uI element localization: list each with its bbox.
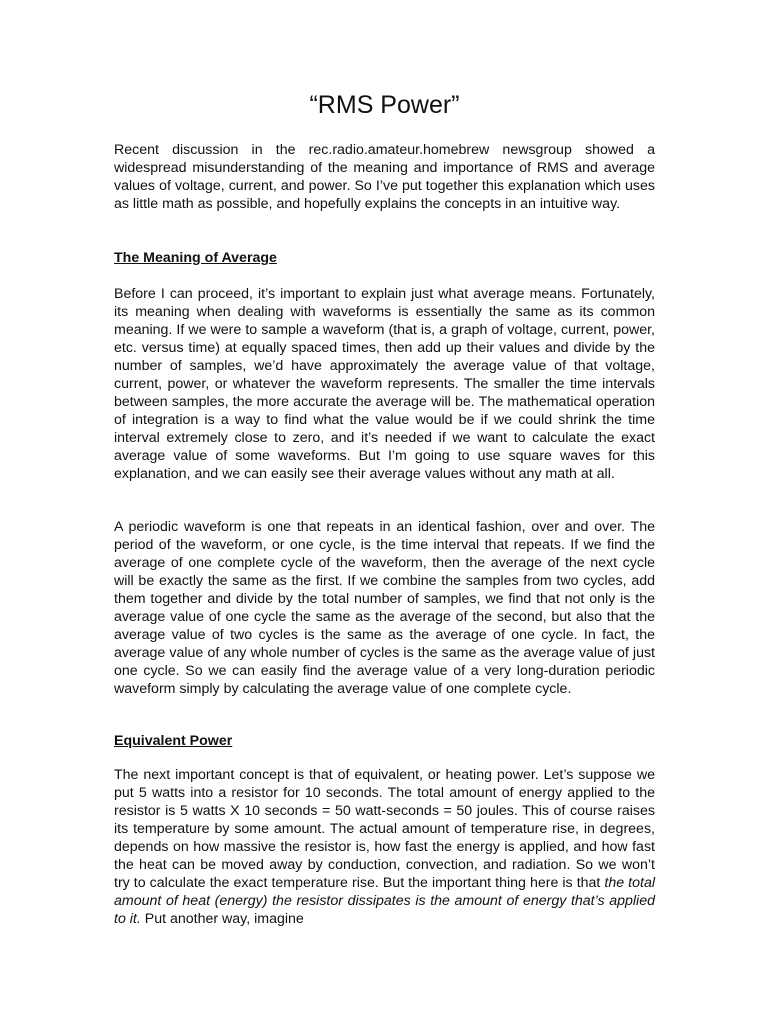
equivalent-power-emphasis: the total amount of heat (energy) the resistor dissipates is the amount of energy that’s applied to it. bbox=[114, 875, 655, 927]
equivalent-power-text-start: The next important concept is that of equivalent, or heating power. Let’s suppose we put 5 watts into a resistor for 10 seconds. The total amount of energy applied to the resistor is 5 watts X 10 seconds = 50 watt-seconds = 50 joules. This of course raises its temperature by some amount. The actual amount of temperature rise, in degrees, depends on how massive the resistor is, how fast the energy is applied, and how fast the heat can be moved away by conduction, convection, and radiation. So we won’t try to calculate the exact temperature rise. But the important thing here is that bbox=[114, 767, 655, 891]
equivalent-power-paragraph bbox=[114, 766, 655, 928]
section-heading-equivalent-power: Equivalent Power bbox=[114, 733, 233, 749]
equivalent-power-text-end: Put another way, imagine bbox=[140, 911, 304, 927]
average-paragraph-1: Before I can proceed, it’s important to explain just what average means. Fortunately, its meaning when dealing with waveforms is essentially the same as its common meaning. If we were to sample a waveform (that is, a graph of voltage, current, power, etc. versus time) at equally spaced times, then add up their values and divide by the number of samples, we’d have approximately the average value of that voltage, current, power, or whatever the waveform represents. The smaller the time intervals between samples, the more accurate the average will be. The mathematical operation of integration is a way to find what the value would be if we could shrink the time interval extremely close to zero, and it’s needed if we want to calculate the exact average value of some waveforms. But I’m going to use square waves for this explanation, and we can easily see their average values without any math at all. bbox=[114, 286, 655, 482]
intro-paragraph: Recent discussion in the rec.radio.amateur.homebrew newsgroup showed a widespread misunderstanding of the meaning and importance of RMS and average values of voltage, current, and power. So I’ve put together this explanation which uses as little math as possible, and hopefully explains the concepts in an intuitive way. bbox=[114, 142, 655, 212]
average-paragraph-2: A periodic waveform is one that repeats in an identical fashion, over and over. The period of the waveform, or one cycle, is the time interval that repeats. If we find the average of one complete cycle of the waveform, then the average of the next cycle will be exactly the same as the first. If we combine the samples from two cycles, add them together and divide by the total number of samples, we find that not only is the average value of one cycle the same as the average of the second, but also that the average value of two cycles is the same as the average of one cycle. In fact, the average value of any whole number of cycles is the same as the average value of just one cycle. So we can easily find the average value of a very long-duration periodic waveform simply by calculating the average value of one complete cycle. bbox=[114, 519, 655, 697]
section-heading-meaning-of-average: The Meaning of Average bbox=[114, 250, 277, 266]
page-title: “RMS Power” bbox=[309, 91, 460, 119]
